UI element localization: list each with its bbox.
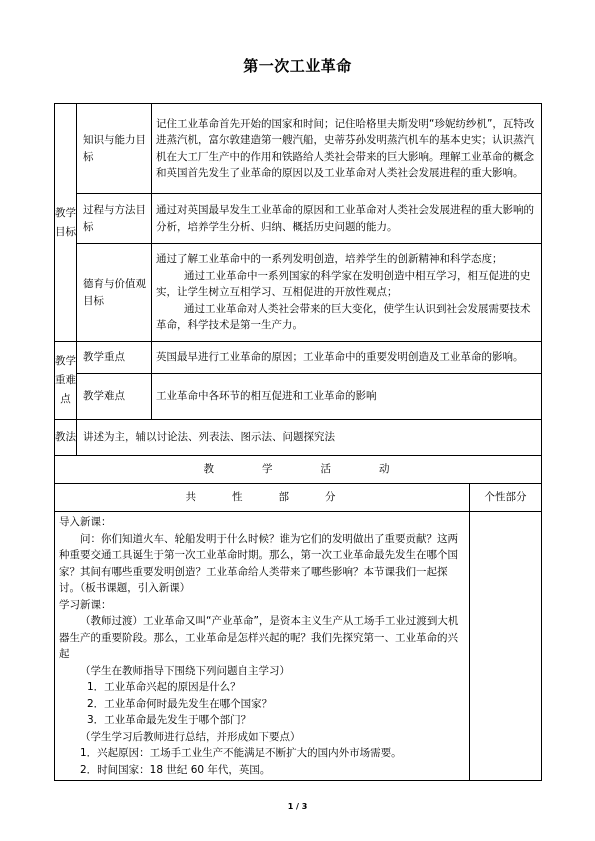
key-header: 教学重难点	[55, 342, 77, 420]
answer-2: 2．时间国家：18 世纪 60 年代，英国。	[80, 763, 271, 776]
objective-row-moral	[55, 244, 542, 342]
objective-row-knowledge	[55, 104, 542, 194]
individual-content	[470, 512, 542, 781]
objective-row-method	[55, 194, 542, 244]
difficulty-text: 工业革命中各环节的相互促进和工业革命的影响	[152, 374, 542, 420]
method-row	[55, 420, 542, 456]
objective-label-knowledge: 知识与能力目标	[77, 104, 152, 194]
lesson-plan-table	[54, 103, 542, 781]
intro-text: 问：你们知道火车、轮船发明于什么时候？谁为它们的发明做出了重要贡献？这两种重要交通工具诞生于第一次工业革命时期。那么，第一次工业革命最先发生在哪个国家？其间有哪些重要发明创造？工业革命给人类带来了哪些影响？本节课我们一起探讨。（板书课题，引入新课）	[59, 532, 458, 594]
objective-text-knowledge: 记住工业革命首先开始的国家和时间；记住哈格里夫斯发明“珍妮纺纱机”，瓦特改进蒸汽机，富尔敦建造第一艘汽船，史蒂芬孙发明蒸汽机车的基本史实；认识蒸汽机在大工厂生产中的作用和铁路给人类社会带来的巨大影响。理解工业革命的概念和英国首先发生了业革命的原因以及工业革命对人类社会发展进程的重大影响。	[152, 104, 542, 194]
learn-text: （教师过渡）工业革命又叫“产业革命”，是资本主义生产从工场手工业过渡到大机器生产的重要阶段。那么，工业革命是怎样兴起的呢？我们先探究第一、工业革命的兴起	[59, 615, 459, 660]
answer-1: 1．兴起原因：工场手工业生产不能满足不断扩大的国内外市场需要。	[80, 747, 402, 759]
section-header-row	[55, 484, 542, 512]
difficulty-row	[55, 374, 542, 420]
summary-text: （学生学习后教师进行总结，并形成如下要点）	[80, 730, 301, 743]
objective-label-moral: 德育与价值观目标	[77, 244, 152, 342]
method-text: 讲述为主，辅以讨论法、列表法、图示法、问题探究法	[77, 420, 542, 456]
moral-paragraph-2: 通过工业革命中一系列国家的科学家在发明创造中相互学习，相互促进的史实，让学生树立互相学习、互相促进的开放性观点；	[156, 269, 531, 299]
key-point-row	[55, 342, 542, 374]
moral-paragraph-1: 通过了解工业革命中的一系列发明创造，培养学生的创新精神和科学态度；	[156, 253, 503, 266]
page-title: 第一次工业革命	[243, 57, 352, 75]
objective-text-method: 通过对英国最早发生工业革命的原因和工业革命对人类社会发展进程的重大影响的分析，培养学生分析、归纳、概括历史问题的能力。	[152, 194, 542, 244]
objectives-header: 教学目标	[55, 104, 77, 342]
shared-content	[55, 512, 470, 781]
difficulty-label: 教学难点	[77, 374, 152, 420]
individual-header: 个性部分	[470, 484, 542, 512]
question-2: 2．工业革命何时最先发生在哪个国家？	[87, 697, 273, 710]
question-1: 1．工业革命兴起的原因是什么？	[87, 681, 241, 693]
activities-header: 教学活动	[55, 456, 542, 484]
guide-text: （学生在教师指导下围绕下列问题自主学习）	[80, 664, 290, 677]
method-header: 教法	[55, 420, 77, 456]
moral-paragraph-3: 通过工业革命对人类社会带来的巨大变化，使学生认识到社会发展需要技术革命，科学技术是第一生产力。	[156, 302, 531, 332]
shared-header: 共性部分	[55, 484, 470, 512]
lesson-body-row	[55, 512, 542, 781]
question-3: 3．工业革命最先发生于哪个部门？	[87, 714, 252, 726]
intro-title: 导入新课：	[59, 516, 112, 528]
learn-title: 学习新课：	[59, 598, 112, 611]
key-point-text: 英国最早进行工业革命的原因；工业革命中的重要发明创造及工业革命的影响。	[152, 342, 542, 374]
key-point-label: 教学重点	[77, 342, 152, 374]
page-number: 1 / 3	[287, 802, 308, 811]
activities-header-row	[55, 456, 542, 484]
objective-text-moral	[152, 244, 542, 342]
objective-label-method: 过程与方法目标	[77, 194, 152, 244]
